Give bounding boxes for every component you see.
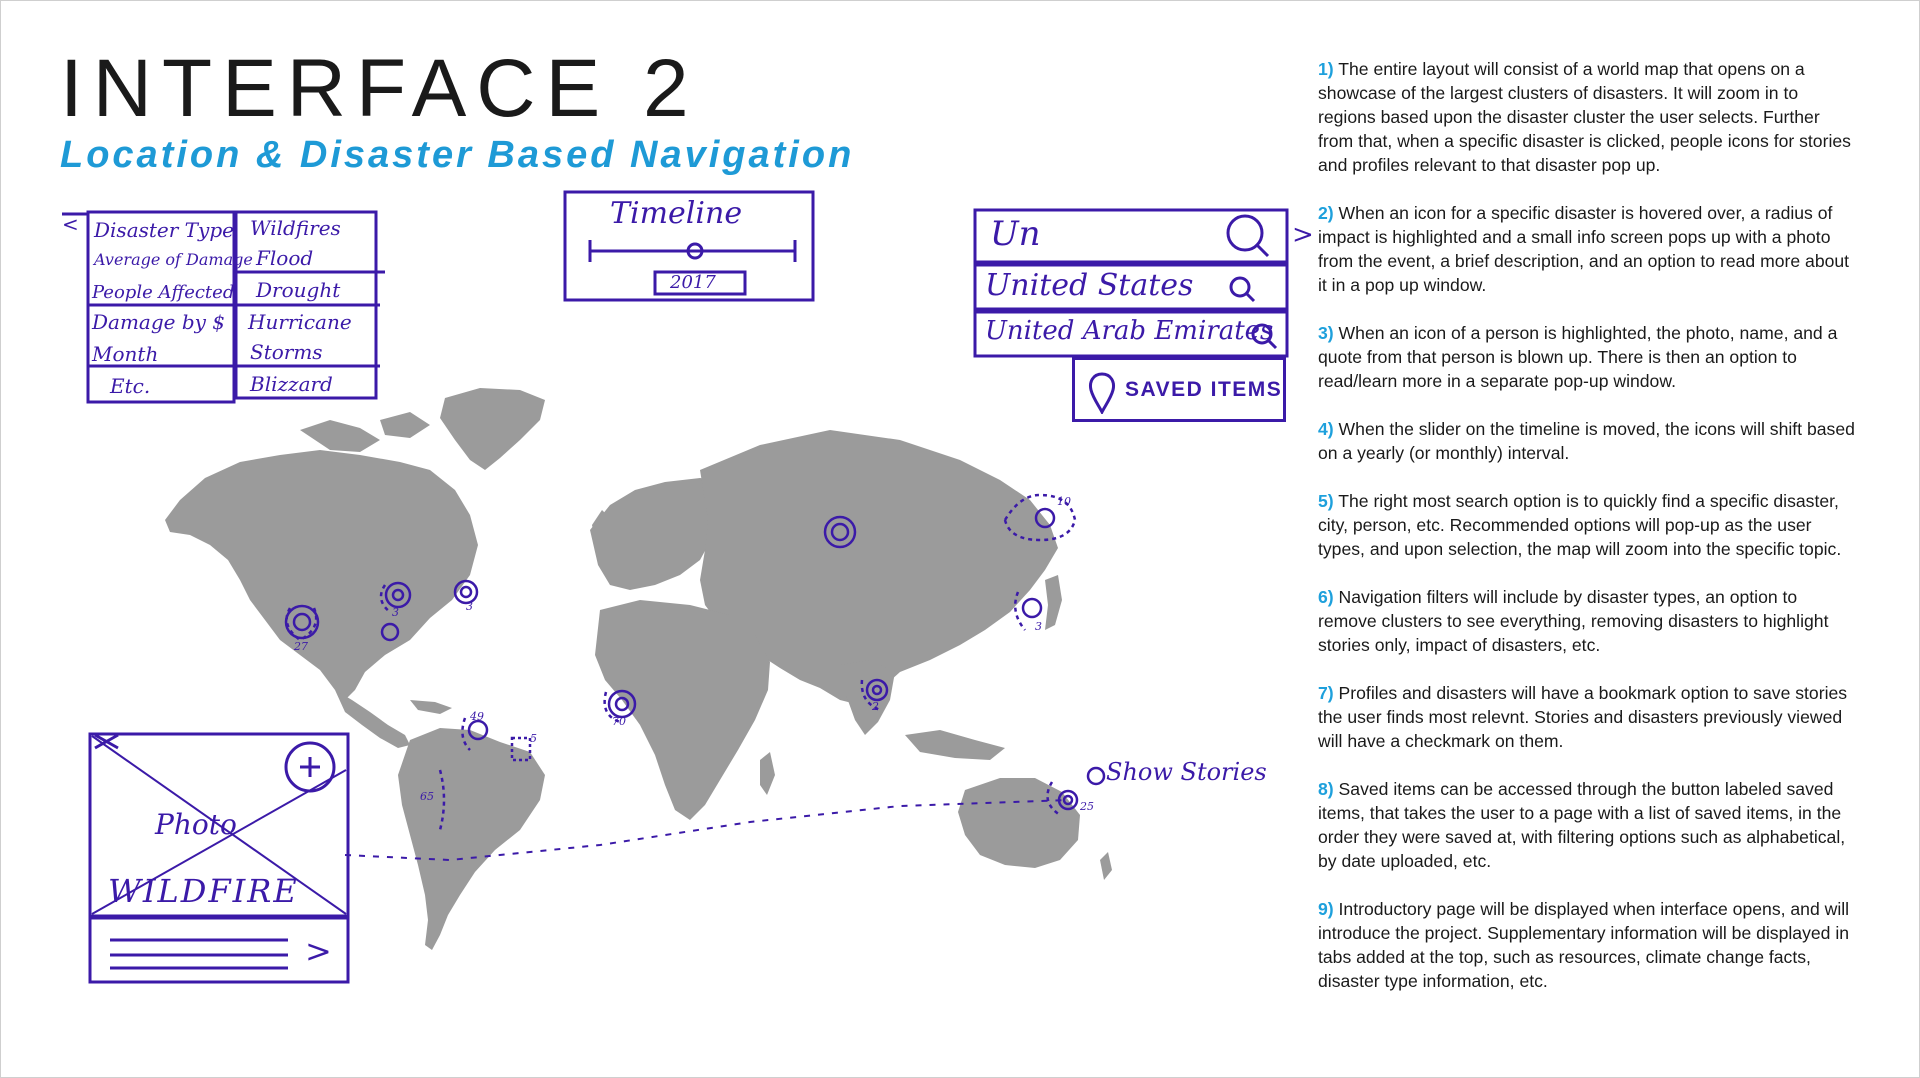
- search-suggestion[interactable]: United Arab Emirates: [985, 316, 1274, 346]
- notes-list: [1318, 57, 1858, 1017]
- new-zealand: [1100, 852, 1112, 880]
- note-item: 2) When an icon for a specific disaster is hovered over, a radius of impact is highlighted and a small info screen pops up with a photo from the event, a brief description, and an option to read more about it in a pop up window.: [1318, 203, 1850, 295]
- map-land: [165, 388, 1112, 950]
- filter-etc[interactable]: Etc.: [110, 374, 151, 398]
- marker-count: 65: [420, 790, 434, 803]
- central-america: [335, 690, 410, 748]
- marker-count: 3: [392, 606, 399, 619]
- page-title: INTERFACE 2: [60, 43, 699, 134]
- filter-wildfires[interactable]: Wildfires: [250, 216, 341, 240]
- marker-count: 25: [1080, 800, 1094, 813]
- page-subtitle: Location & Disaster Based Navigation: [60, 134, 855, 176]
- marker-count: 2: [872, 700, 879, 713]
- japan: [1045, 575, 1062, 630]
- popup-disaster-label: WILDFIRE: [108, 872, 299, 910]
- filter-month[interactable]: Month: [92, 342, 159, 366]
- timeline-year: 2017: [670, 272, 716, 293]
- marker-count: 3: [466, 600, 473, 613]
- filter-drought[interactable]: Drought: [256, 278, 341, 302]
- marker-count: 3: [1035, 620, 1042, 633]
- note-item: 1) The entire layout will consist of a world map that opens on a showcase of the largest clusters of disasters. It will zoom in to regions based upon the disaster cluster the user selects. Further from that, when a specific disaster is clicked, people icons for stories and profiles relevant to that disaster pop up.: [1318, 59, 1851, 175]
- show-stories[interactable]: [1088, 758, 1267, 786]
- marker-count: 5: [530, 732, 537, 745]
- note-item: 3) When an icon of a person is highlighted, the photo, name, and a quote from that person is blown up. There is then an option to read/learn more in a separate pop-up window.: [1318, 323, 1838, 391]
- filter-collapse-arrow[interactable]: <: [62, 212, 79, 236]
- filter-blizzard[interactable]: Blizzard: [250, 372, 333, 396]
- filter-storms[interactable]: Storms: [250, 340, 323, 364]
- marker-count: 70: [612, 715, 626, 728]
- search-input[interactable]: Un: [990, 214, 1041, 254]
- marker-count: 49: [470, 710, 484, 723]
- marker-count: 27: [294, 640, 308, 653]
- se-asia-islands: [905, 730, 1005, 760]
- filter-people-affected[interactable]: People Affected: [92, 282, 235, 303]
- popup-read-more-arrow[interactable]: >: [305, 932, 332, 970]
- note-item: 8) Saved items can be accessed through the button labeled saved items, that takes the user to a page with a list of saved items, in the order they were saved at, with filtering options such as alphabetical, by date uploaded, etc.: [1318, 779, 1846, 871]
- timeline-label: Timeline: [610, 196, 743, 231]
- madagascar: [760, 752, 775, 795]
- filter-damage-by[interactable]: Damage by $: [92, 310, 226, 334]
- saved-items-label: SAVED ITEMS: [1125, 377, 1283, 401]
- note-item: 7) Profiles and disasters will have a bookmark option to save stories the user finds most relevnt. Stories and disasters previously viewed will have a checkmark on them.: [1318, 683, 1848, 751]
- north-america: [165, 450, 478, 700]
- note-item: 9) Introductory page will be displayed when interface opens, and will introduce the project. Supplementary information will be displayed in tabs added at the top, such as resources, climate change facts, disaster type information, etc.: [1318, 899, 1850, 991]
- show-stories-icon[interactable]: [1088, 768, 1104, 784]
- location-pin-icon: [1087, 372, 1117, 414]
- australia: [958, 778, 1080, 868]
- arctic-islands: [300, 412, 430, 452]
- caribbean: [410, 700, 452, 714]
- marker-count: 10: [1057, 495, 1071, 508]
- filter-flood[interactable]: Flood: [256, 246, 314, 270]
- filter-hurricane[interactable]: Hurricane: [248, 310, 352, 334]
- filter-average-damage[interactable]: Average of Damage: [94, 250, 253, 269]
- search-suggestion[interactable]: United States: [985, 268, 1194, 303]
- search-expand-arrow[interactable]: >: [1292, 220, 1314, 250]
- filter-disaster-type[interactable]: Disaster Type: [94, 218, 234, 242]
- popup-photo-label: Photo: [155, 808, 237, 841]
- note-item: 5) The right most search option is to quickly find a specific disaster, city, person, etc. Recommended options will pop-up as the user types, and upon selection, the map will zoom into the specific topic.: [1318, 491, 1842, 559]
- greenland: [440, 388, 545, 470]
- south-america: [398, 728, 545, 950]
- note-item: 4) When the slider on the timeline is moved, the icons will shift based on a yearly (or monthly) interval.: [1318, 419, 1855, 463]
- note-item: 6) Navigation filters will include by disaster types, an option to remove clusters to see everything, removing disasters to highlight stories only, impact of disasters, etc.: [1318, 587, 1829, 655]
- saved-items-button[interactable]: [1072, 357, 1286, 422]
- show-stories-label: Show Stories: [1106, 758, 1267, 786]
- india: [840, 660, 895, 735]
